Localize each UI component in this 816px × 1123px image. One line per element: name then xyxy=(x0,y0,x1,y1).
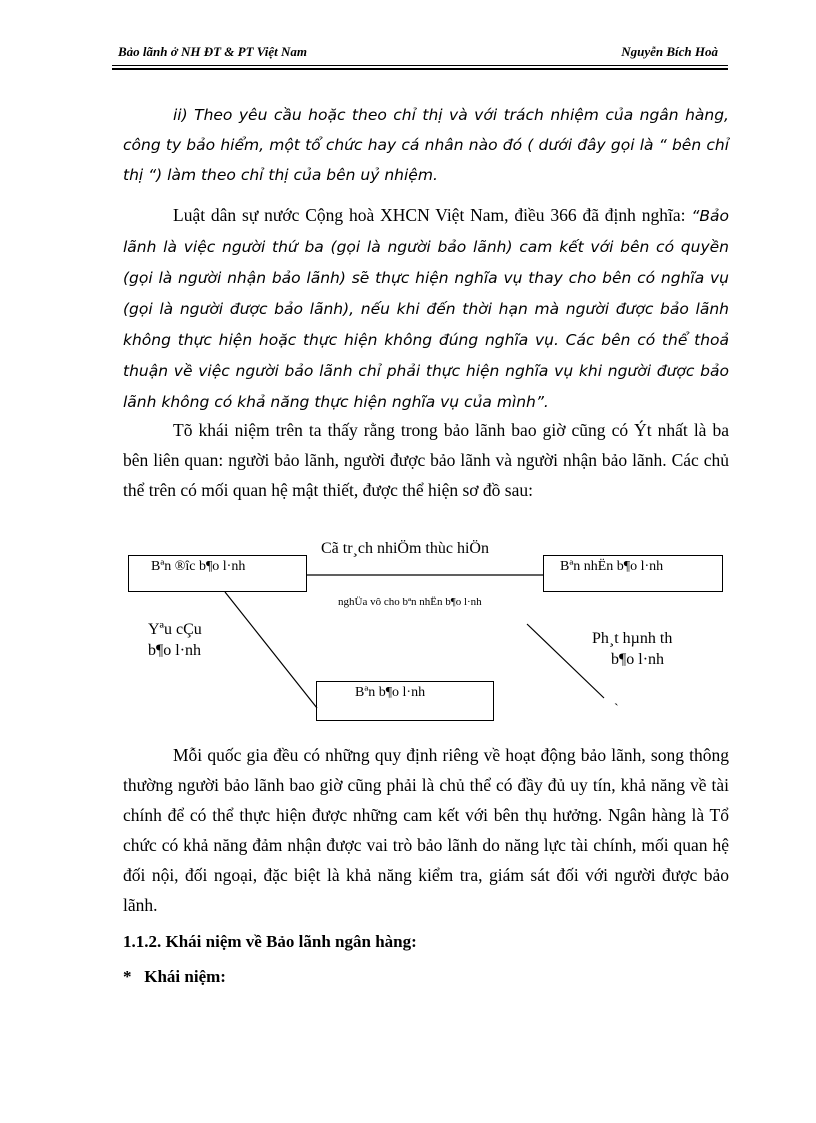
label-issue-2: b¶o l·nh xyxy=(611,651,665,668)
box-beneficiary xyxy=(543,555,723,592)
bullet-star: * xyxy=(123,967,132,986)
subheading-concept xyxy=(123,967,226,987)
box-guaranteed-party-label: Bªn ®îc b¶o l·nh xyxy=(151,559,246,574)
civil-law-intro: Luật dân sự nước Cộng hoà XHCN Việt Nam, điều 366 đã định nghĩa: xyxy=(173,205,686,225)
box-guarantor-label: Bªn b¶o l·nh xyxy=(355,685,426,700)
label-tick-mark: ` xyxy=(614,702,619,717)
box-guarantor xyxy=(316,681,494,721)
label-request-1: Yªu cÇu xyxy=(148,621,202,638)
label-obligation-top: Cã tr¸ch nhiÖm thùc hiÖn xyxy=(321,540,489,557)
header-title: Bảo lãnh ở NH ĐT & PT Việt Nam xyxy=(118,44,307,59)
paragraph-national-rules: Mỗi quốc gia đều có những quy định riêng về hoạt động bảo lãnh, song thông thường người bảo lãnh bao giờ cũng phải là chủ thể có đầy đủ uy tín, khả năng về tài chính để có thể thực hiện được những cam kết với bên thụ hưởng. Ngân hàng là Tổ chức có khả năng đảm nhận được vai trò bảo lãnh do năng lực tài chính, mối quan hệ đối nội, đối ngoại, đặc biệt là khả năng kiểm tra, giám sát đối với người được bảo lãnh. xyxy=(123,745,729,915)
section-heading-1-1-2: 1.1.2. Khái niệm về Bảo lãnh ngân hàng: xyxy=(123,932,417,951)
paragraph-definition-ii: ii) Theo yêu cầu hoặc theo chỉ thị và với trách nhiệm của ngân hàng, công ty bảo hiểm, một tổ chức hay cá nhân nào đó ( dưới đây gọi là “ bên chỉ thị “) làm theo chỉ thị của bên uỷ nhiệm. xyxy=(123,106,729,184)
label-obligation-mid: nghÜa vô cho bªn nhËn b¶o l·nh xyxy=(338,596,482,608)
header-author: Nguyễn Bích Hoà xyxy=(621,44,718,59)
box-guaranteed-party xyxy=(128,555,307,592)
label-issue-1: Ph¸t hµnh th xyxy=(592,630,673,647)
box-beneficiary-label: Bªn nhËn b¶o l·nh xyxy=(560,559,664,574)
line-left-diagonal xyxy=(225,592,317,708)
civil-law-quote: “Bảo lãnh là việc người thứ ba (gọi là người bảo lãnh) cam kết với bên có quyền (gọi là người nhận bảo lãnh) sẽ thực hiện nghĩa vụ thay cho bên có nghĩa vụ (gọi là người được bảo lãnh), nếu khi đến thời hạn mà người được bảo lãnh không thực hiện hoặc thực hiện không đúng nghĩa vụ. Các bên có thể thoả thuận về việc người bảo lãnh chỉ phải thực hiện nghĩa vụ khi người được bảo lãnh không có khả năng thực hiện nghĩa vụ của mình”. xyxy=(123,207,729,411)
subheading-concept-label: Khái niệm: xyxy=(144,967,226,986)
paragraph-three-parties: Tõ khái niệm trên ta thấy rằng trong bảo lãnh bao giờ cũng có Ýt nhất là ba bên liên quan: người bảo lãnh, người được bảo lãnh và người nhận bảo lãnh. Các chủ thể trên có mối quan hệ mật thiết, được thể hiện sơ đồ sau: xyxy=(123,420,729,500)
label-request-2: b¶o l·nh xyxy=(148,642,202,659)
